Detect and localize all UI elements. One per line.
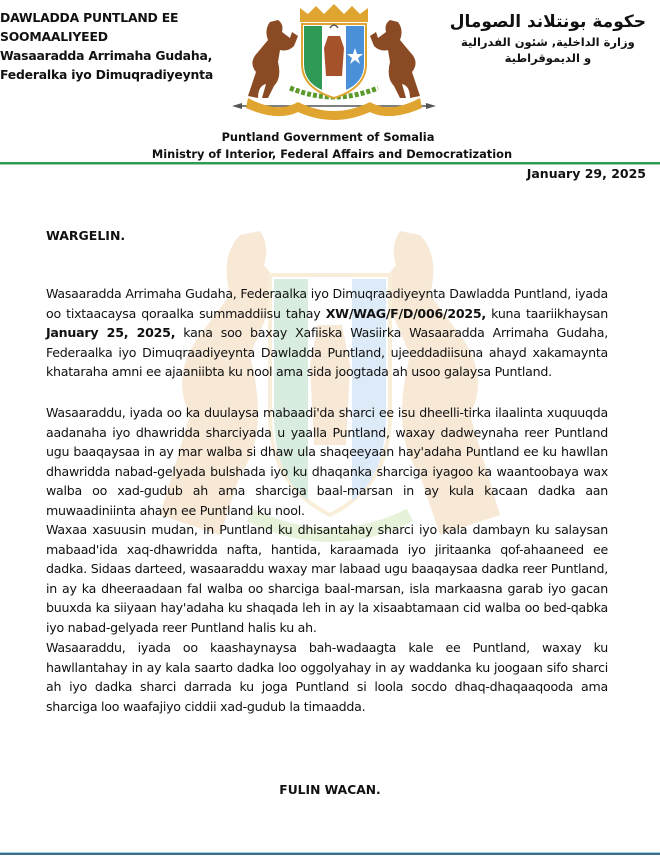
paragraph-1	[46, 284, 608, 382]
header-arabic-title: حكومة بونتلاند الصومال	[449, 12, 646, 32]
reference-date: January 25, 2025,	[46, 325, 176, 340]
paragraph-4: Wasaaraddu, iyada oo kaashaynaysa bah-wadaagta kale ee Puntland, waxay ku hawllantahay in ay kala saarto dadka loo oggolyahay in ay waddanka ku joogaan sifo sharci ah iyo dadka sharci darrada ku joga Puntland si loola socdo dhaq-dhaqaaqooda ama sharciga loo waafajiyo ciddii xad-gudub la timaadda.	[46, 640, 608, 714]
closing-line: FULIN WACAN.	[279, 783, 381, 797]
paragraph-3: Waxaa xasuusin mudan, in Puntland ku dhisantahay sharci iyo kala dambayn ku salaysan mabaad'ida xaq-dhawridda nafta, hantida, karaamada iyo jiritaanka qof-ahaaneed ee dadka. Sidaas darteed, wasaaraddu waxay mar labaad ugu baaqaysaa dadka reer Puntland, in ay ka dheeraadaan fal walba oo sharciga baal-marsan, isla markaasna garab iyo gacan buuxda ka siiyaan hay'adaha ku shaqada leh in ay la xisaabtamaan cid walba oo bed-qabka iyo nabad-gelyada reer Puntland halis ku ah.	[46, 522, 608, 635]
header-somali-block	[0, 8, 213, 84]
paragraph-1-text-b: kuna taariikhaysan	[485, 305, 608, 321]
ministry-name-english: Ministry of Interior, Federal Affairs and Democratization	[151, 147, 513, 161]
paragraph-1-text-c: kana soo baxay Xafiiska Wasiirka Wasaaradda Arrimaha Gudaha, Federaalka iyo Dimuqraadiyeynta Dawladda Puntland, ujeeddadiisuna ahayd xakamaynta khataraha amni ee ajaaniibta ku nool ama sida joogtada ah usoo galaysa Puntland.	[46, 325, 608, 379]
header-line-ministry-1: Wasaaradda Arrimaha Gudaha,	[0, 48, 213, 63]
header-arabic-block	[450, 10, 646, 66]
header-line-ministry-2: Federalka iyo Dimuqradiyeynta	[0, 67, 214, 82]
puntland-coat-of-arms-icon	[218, 2, 450, 126]
header-line-state: DAWLADDA PUNTLAND EE	[0, 10, 179, 25]
footer-divider	[0, 852, 660, 855]
reference-number: XW/WAG/F/D/006/2025,	[325, 305, 486, 321]
header-line-country: SOOMAALIYEED	[0, 29, 108, 44]
document-title: WARGELIN.	[46, 228, 126, 243]
document-date: January 29, 2025	[526, 166, 646, 181]
header-arabic-ministry-1: وزارة الداخلية, شئون الفدرالية	[461, 35, 635, 49]
paragraph-2: Wasaaraddu, iyada oo ka duulaysa mabaadi'da sharci ee isu dheelli-tirka ilaalinta xuquuqda aadanaha iyo dhawridda sharciyada u yaalla Puntland, waxay dadweynaha reer Puntland ugu baaqaysaa in ay mar walba si dhaw ula shaqeeyaan hay'adaha Puntland ee ku hawllan dhawridda nabad-gelyada bulshada iyo ku dhaqanka sharciga iyagoo ka waantoobaya wax walba oo xad-gudub ah ama sharciga baal-marsan in ay kula kacaan dadka aan muwaadiniinta ahayn ee Puntland ku nool.	[46, 405, 608, 518]
paragraph-1-text-a: Wasaaradda Arrimaha Gudaha, Federaalka iyo Dimuqraadiyeynta Dawladda Puntland, iyada oo tixtaacaysa qoraalka summaddiisu tahay	[46, 286, 608, 321]
header-divider	[0, 162, 660, 165]
header-arabic-ministry-2: و الديموقراطية	[504, 51, 592, 65]
org-name-english: Puntland Government of Somalia	[221, 130, 435, 144]
